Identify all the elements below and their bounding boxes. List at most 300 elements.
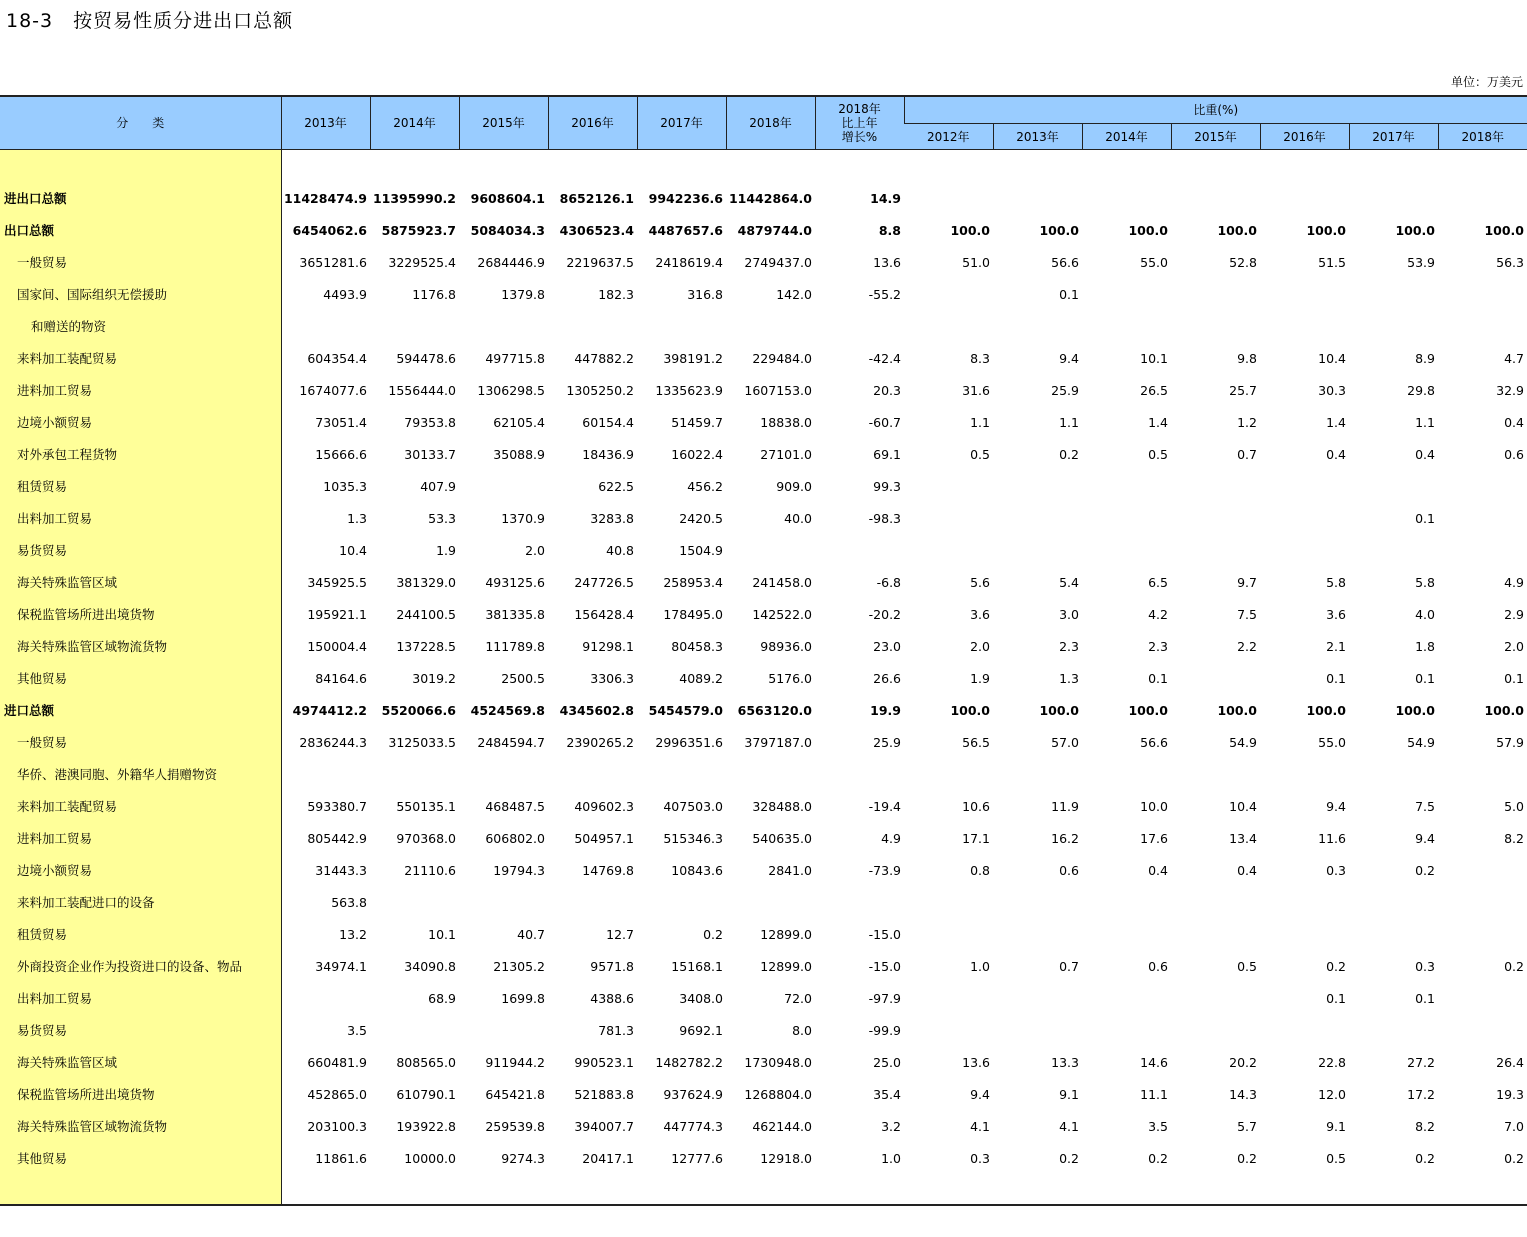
ratio-cell: 100.0 (1484, 702, 1524, 718)
header-ratio-2015: 2015年 (1171, 124, 1260, 150)
value-cell: 259539.8 (485, 1118, 545, 1134)
table-row (0, 886, 1527, 918)
value-cell: 1268804.0 (744, 1086, 812, 1102)
value-cell: 53.3 (428, 510, 456, 526)
header-year-2015: 2015年 (459, 96, 548, 150)
table-row (0, 1046, 1527, 1078)
ratio-cell: 1.1 (1415, 414, 1435, 430)
ratio-cell: 2.9 (1504, 606, 1524, 622)
table-row (0, 470, 1527, 502)
ratio-cell (993, 502, 1082, 534)
row-label: 易货贸易 (0, 534, 281, 566)
growth-cell: 3.2 (881, 1118, 901, 1134)
ratio-cell: 100.0 (1128, 702, 1168, 718)
ratio-cell: 56.6 (1051, 254, 1079, 270)
spacer-cell (637, 150, 726, 183)
ratio-cell: 6.5 (1148, 574, 1168, 590)
value-cell: 937624.9 (663, 1086, 723, 1102)
growth-cell (815, 310, 904, 342)
value-cell (281, 982, 370, 1014)
growth-cell (815, 758, 904, 790)
spacer-category-cell (0, 150, 281, 183)
value-cell: 18436.9 (582, 446, 634, 462)
value-cell (459, 470, 548, 502)
ratio-cell (1082, 502, 1171, 534)
ratio-cell (1171, 1014, 1260, 1046)
ratio-cell: 3.6 (1326, 606, 1346, 622)
ratio-cell: 0.8 (970, 862, 990, 878)
ratio-cell (1260, 310, 1349, 342)
ratio-cell (904, 534, 993, 566)
ratio-cell (1438, 310, 1527, 342)
ratio-cell (993, 534, 1082, 566)
ratio-cell (1082, 278, 1171, 310)
ratio-cell: 10.6 (962, 798, 990, 814)
ratio-cell: 51.5 (1318, 254, 1346, 270)
table-header (0, 96, 1527, 150)
spacer-cell (370, 1174, 459, 1205)
value-cell: 15168.1 (671, 958, 723, 974)
value-cell (726, 886, 815, 918)
ratio-cell: 0.1 (1326, 990, 1346, 1006)
ratio-cell (1171, 502, 1260, 534)
value-cell (281, 310, 370, 342)
value-cell: 1176.8 (412, 286, 456, 302)
ratio-cell: 30.3 (1318, 382, 1346, 398)
ratio-cell: 32.9 (1496, 382, 1524, 398)
row-label: 对外承包工程货物 (0, 438, 281, 470)
row-label: 边境小额贸易 (0, 406, 281, 438)
ratio-cell: 56.5 (962, 734, 990, 750)
ratio-cell (1349, 758, 1438, 790)
value-cell: 1035.3 (323, 478, 367, 494)
table-row (0, 854, 1527, 886)
ratio-cell (1171, 310, 1260, 342)
value-cell: 20417.1 (582, 1150, 634, 1166)
value-cell: 4879744.0 (737, 222, 812, 238)
table-row (0, 406, 1527, 438)
row-label: 来料加工装配贸易 (0, 342, 281, 374)
ratio-cell: 4.9 (1504, 574, 1524, 590)
ratio-cell (1260, 534, 1349, 566)
spacer-cell (459, 150, 548, 183)
value-cell: 182.3 (598, 286, 634, 302)
ratio-cell: 9.4 (1326, 798, 1346, 814)
header-year-2014: 2014年 (370, 96, 459, 150)
value-cell: 40.7 (517, 926, 545, 942)
table-row (0, 758, 1527, 790)
ratio-cell (1171, 534, 1260, 566)
ratio-cell (904, 886, 993, 918)
ratio-cell: 0.3 (1415, 958, 1435, 974)
value-cell: 2500.5 (501, 670, 545, 686)
value-cell: 62105.4 (493, 414, 545, 430)
ratio-cell (1082, 982, 1171, 1014)
value-cell: 34090.8 (404, 958, 456, 974)
ratio-cell: 0.6 (1148, 958, 1168, 974)
ratio-cell (1082, 1014, 1171, 1046)
ratio-cell (1171, 918, 1260, 950)
spacer-cell (726, 1174, 815, 1205)
spacer-cell (281, 1174, 370, 1205)
ratio-cell: 2.0 (970, 638, 990, 654)
value-cell: 1305250.2 (566, 382, 634, 398)
spacer-cell (993, 1174, 1082, 1205)
ratio-cell: 14.6 (1140, 1054, 1168, 1070)
ratio-cell (1260, 758, 1349, 790)
ratio-cell: 0.7 (1059, 958, 1079, 974)
ratio-cell (1349, 918, 1438, 950)
value-cell: 12918.0 (760, 1150, 812, 1166)
ratio-cell: 9.4 (970, 1086, 990, 1102)
header-growth-line1: 2018年 (838, 102, 881, 116)
spacer-cell (637, 1174, 726, 1205)
value-cell (370, 886, 459, 918)
ratio-cell: 1.3 (1059, 670, 1079, 686)
ratio-cell: 1.4 (1326, 414, 1346, 430)
value-cell: 40.0 (784, 510, 812, 526)
header-growth-line2: 比上年 (841, 116, 878, 130)
value-cell: 407.9 (420, 478, 456, 494)
value-cell: 241458.0 (752, 574, 812, 590)
ratio-cell: 13.3 (1051, 1054, 1079, 1070)
ratio-cell: 57.0 (1051, 734, 1079, 750)
ratio-cell: 4.1 (970, 1118, 990, 1134)
value-cell: 73051.4 (315, 414, 367, 430)
growth-cell: 14.9 (870, 190, 901, 206)
table-row (0, 1078, 1527, 1110)
value-cell (370, 310, 459, 342)
ratio-cell (1438, 918, 1527, 950)
value-cell: 1306298.5 (477, 382, 545, 398)
ratio-cell: 2.1 (1326, 638, 1346, 654)
ratio-cell: 2.3 (1148, 638, 1168, 654)
value-cell: 3125033.5 (388, 734, 456, 750)
ratio-cell (993, 1014, 1082, 1046)
spacer-cell (281, 150, 370, 183)
value-cell: 540635.0 (752, 830, 812, 846)
ratio-cell: 22.8 (1318, 1054, 1346, 1070)
header-growth (815, 96, 904, 150)
ratio-cell (993, 886, 1082, 918)
value-cell: 1699.8 (501, 990, 545, 1006)
ratio-cell: 0.4 (1237, 862, 1257, 878)
table-row (0, 630, 1527, 662)
ratio-cell (1260, 1014, 1349, 1046)
ratio-cell: 27.2 (1407, 1054, 1435, 1070)
ratio-cell: 56.3 (1496, 254, 1524, 270)
value-cell (548, 886, 637, 918)
ratio-cell: 0.5 (1326, 1150, 1346, 1166)
growth-cell: -15.0 (868, 926, 901, 942)
row-label: 进料加工贸易 (0, 374, 281, 406)
ratio-cell (1438, 534, 1527, 566)
ratio-cell (993, 758, 1082, 790)
ratio-cell: 100.0 (1039, 222, 1079, 238)
ratio-cell (1438, 982, 1527, 1014)
ratio-cell: 10.0 (1140, 798, 1168, 814)
ratio-cell (904, 310, 993, 342)
growth-cell: -6.8 (876, 574, 901, 590)
ratio-cell: 1.1 (1059, 414, 1079, 430)
growth-cell: -42.4 (868, 350, 901, 366)
value-cell: 150004.4 (307, 638, 367, 654)
value-cell: 3019.2 (412, 670, 456, 686)
value-cell: 4974412.2 (292, 702, 367, 718)
value-cell: 12.7 (606, 926, 634, 942)
value-cell: 1674077.6 (299, 382, 367, 398)
value-cell: 493125.6 (485, 574, 545, 590)
ratio-cell: 1.2 (1237, 414, 1257, 430)
ratio-cell (1438, 470, 1527, 502)
ratio-cell: 100.0 (1306, 702, 1346, 718)
value-cell: 9692.1 (679, 1022, 723, 1038)
value-cell: 31443.3 (315, 862, 367, 878)
value-cell: 9608604.1 (470, 190, 545, 206)
ratio-cell: 54.9 (1407, 734, 1435, 750)
ratio-cell (1349, 534, 1438, 566)
value-cell: 0.2 (703, 926, 723, 942)
value-cell: 11395990.2 (372, 190, 456, 206)
table-row (0, 1110, 1527, 1142)
ratio-cell (1260, 886, 1349, 918)
value-cell (726, 310, 815, 342)
value-cell: 594478.6 (396, 350, 456, 366)
value-cell: 9942236.6 (648, 190, 723, 206)
ratio-cell: 9.1 (1059, 1086, 1079, 1102)
value-cell (459, 310, 548, 342)
growth-cell: 8.8 (878, 222, 901, 238)
value-cell: 5520066.6 (381, 702, 456, 718)
ratio-cell (1260, 182, 1349, 214)
value-cell: 2749437.0 (744, 254, 812, 270)
value-cell: 5084034.3 (470, 222, 545, 238)
ratio-cell: 4.0 (1415, 606, 1435, 622)
table-row (0, 438, 1527, 470)
ratio-cell: 19.3 (1496, 1086, 1524, 1102)
value-cell: 178495.0 (663, 606, 723, 622)
spacer-cell (815, 1174, 904, 1205)
value-cell: 5176.0 (768, 670, 812, 686)
value-cell: 622.5 (598, 478, 634, 494)
growth-cell: 35.4 (873, 1086, 901, 1102)
value-cell: 456.2 (687, 478, 723, 494)
value-cell: 21110.6 (404, 862, 456, 878)
ratio-cell: 25.7 (1229, 382, 1257, 398)
ratio-cell: 0.1 (1415, 510, 1435, 526)
ratio-cell: 9.4 (1059, 350, 1079, 366)
growth-cell: 69.1 (873, 446, 901, 462)
value-cell (726, 534, 815, 566)
ratio-cell: 0.2 (1504, 1150, 1524, 1166)
value-cell: 111789.8 (485, 638, 545, 654)
ratio-cell: 0.1 (1326, 670, 1346, 686)
ratio-cell: 5.7 (1237, 1118, 1257, 1134)
value-cell: 3306.3 (590, 670, 634, 686)
row-label: 保税监管场所进出境货物 (0, 598, 281, 630)
value-cell: 5875923.7 (381, 222, 456, 238)
value-cell: 3283.8 (590, 510, 634, 526)
value-cell: 142522.0 (752, 606, 812, 622)
value-cell: 504957.1 (574, 830, 634, 846)
row-label: 租赁贸易 (0, 470, 281, 502)
value-cell: 1370.9 (501, 510, 545, 526)
growth-cell: 26.6 (873, 670, 901, 686)
ratio-cell: 54.9 (1229, 734, 1257, 750)
ratio-cell: 0.2 (1415, 1150, 1435, 1166)
value-cell: 68.9 (428, 990, 456, 1006)
value-cell: 51459.7 (671, 414, 723, 430)
growth-cell: -20.2 (868, 606, 901, 622)
ratio-cell (1349, 886, 1438, 918)
ratio-cell: 51.0 (962, 254, 990, 270)
ratio-cell: 17.1 (962, 830, 990, 846)
ratio-cell: 53.9 (1407, 254, 1435, 270)
ratio-cell (993, 918, 1082, 950)
spacer-cell (1438, 1174, 1527, 1205)
value-cell: 1556444.0 (388, 382, 456, 398)
value-cell: 203100.3 (307, 1118, 367, 1134)
spacer-cell (548, 150, 637, 183)
ratio-cell: 5.8 (1326, 574, 1346, 590)
ratio-cell (1171, 662, 1260, 694)
ratio-cell (904, 470, 993, 502)
spacer-row (0, 1174, 1527, 1205)
value-cell: 447882.2 (574, 350, 634, 366)
value-cell: 19794.3 (493, 862, 545, 878)
value-cell: 4306523.4 (559, 222, 634, 238)
value-cell: 462144.0 (752, 1118, 812, 1134)
ratio-cell (904, 278, 993, 310)
value-cell: 156428.4 (574, 606, 634, 622)
value-cell (281, 758, 370, 790)
ratio-cell (1438, 278, 1527, 310)
value-cell: 9571.8 (590, 958, 634, 974)
ratio-cell (904, 502, 993, 534)
ratio-cell: 29.8 (1407, 382, 1435, 398)
spacer-cell (726, 150, 815, 183)
value-cell (726, 758, 815, 790)
ratio-cell: 0.2 (1148, 1150, 1168, 1166)
spacer-cell (815, 150, 904, 183)
ratio-cell: 9.4 (1415, 830, 1435, 846)
value-cell: 2219637.5 (566, 254, 634, 270)
ratio-cell: 0.7 (1237, 446, 1257, 462)
value-cell: 407503.0 (663, 798, 723, 814)
growth-cell (815, 534, 904, 566)
spacer-cell (904, 150, 993, 183)
value-cell (370, 1014, 459, 1046)
value-cell: 394007.7 (574, 1118, 634, 1134)
ratio-cell: 0.2 (1326, 958, 1346, 974)
value-cell: 3797187.0 (744, 734, 812, 750)
spacer-cell (1349, 150, 1438, 183)
value-cell: 328488.0 (752, 798, 812, 814)
ratio-cell (1082, 470, 1171, 502)
header-ratio-2017: 2017年 (1349, 124, 1438, 150)
value-cell: 4493.9 (323, 286, 367, 302)
ratio-cell (904, 182, 993, 214)
spacer-cell (1082, 1174, 1171, 1205)
ratio-cell: 11.1 (1140, 1086, 1168, 1102)
value-cell: 11428474.9 (283, 190, 367, 206)
value-cell: 1730948.0 (744, 1054, 812, 1070)
ratio-cell: 0.4 (1415, 446, 1435, 462)
ratio-cell: 0.5 (970, 446, 990, 462)
spacer-cell (993, 150, 1082, 183)
value-cell: 409602.3 (574, 798, 634, 814)
ratio-cell (1171, 182, 1260, 214)
ratio-cell: 0.1 (1415, 990, 1435, 1006)
ratio-cell: 17.2 (1407, 1086, 1435, 1102)
ratio-cell: 10.4 (1318, 350, 1346, 366)
value-cell: 1482782.2 (655, 1054, 723, 1070)
row-label: 其他贸易 (0, 662, 281, 694)
row-label: 易货贸易 (0, 1014, 281, 1046)
value-cell: 345925.5 (307, 574, 367, 590)
ratio-cell: 100.0 (1395, 702, 1435, 718)
ratio-cell: 100.0 (1128, 222, 1168, 238)
ratio-cell (1260, 918, 1349, 950)
value-cell: 3651281.6 (299, 254, 367, 270)
table-row (0, 566, 1527, 598)
ratio-cell (993, 182, 1082, 214)
ratio-cell (1260, 278, 1349, 310)
ratio-cell: 5.6 (970, 574, 990, 590)
value-cell: 10.4 (339, 542, 367, 558)
value-cell (637, 758, 726, 790)
value-cell (459, 886, 548, 918)
row-label: 一般贸易 (0, 726, 281, 758)
growth-cell: 25.9 (873, 734, 901, 750)
ratio-cell: 2.3 (1059, 638, 1079, 654)
ratio-cell: 1.1 (970, 414, 990, 430)
growth-cell: 23.0 (873, 638, 901, 654)
value-cell: 60154.4 (582, 414, 634, 430)
value-cell: 12899.0 (760, 926, 812, 942)
ratio-cell (1349, 1014, 1438, 1046)
table-row (0, 342, 1527, 374)
value-cell: 645421.8 (485, 1086, 545, 1102)
ratio-cell: 10.4 (1229, 798, 1257, 814)
value-cell: 80458.3 (671, 638, 723, 654)
table-row (0, 790, 1527, 822)
value-cell: 1.3 (347, 510, 367, 526)
value-cell: 18838.0 (760, 414, 812, 430)
growth-cell: -98.3 (868, 510, 901, 526)
spacer-cell (1171, 150, 1260, 183)
value-cell: 1379.8 (501, 286, 545, 302)
ratio-cell: 31.6 (962, 382, 990, 398)
value-cell: 447774.3 (663, 1118, 723, 1134)
ratio-cell: 0.1 (1504, 670, 1524, 686)
value-cell: 606802.0 (485, 830, 545, 846)
growth-cell: 1.0 (881, 1150, 901, 1166)
value-cell: 2390265.2 (566, 734, 634, 750)
header-ratio-2012: 2012年 (904, 124, 993, 150)
ratio-cell: 10.1 (1140, 350, 1168, 366)
table-row (0, 918, 1527, 950)
ratio-cell: 4.2 (1148, 606, 1168, 622)
value-cell: 497715.8 (485, 350, 545, 366)
row-label: 进口总额 (0, 694, 281, 726)
ratio-cell (993, 310, 1082, 342)
ratio-cell: 1.0 (970, 958, 990, 974)
value-cell: 27101.0 (760, 446, 812, 462)
ratio-cell (1082, 534, 1171, 566)
ratio-cell (1349, 470, 1438, 502)
table-row (0, 726, 1527, 758)
